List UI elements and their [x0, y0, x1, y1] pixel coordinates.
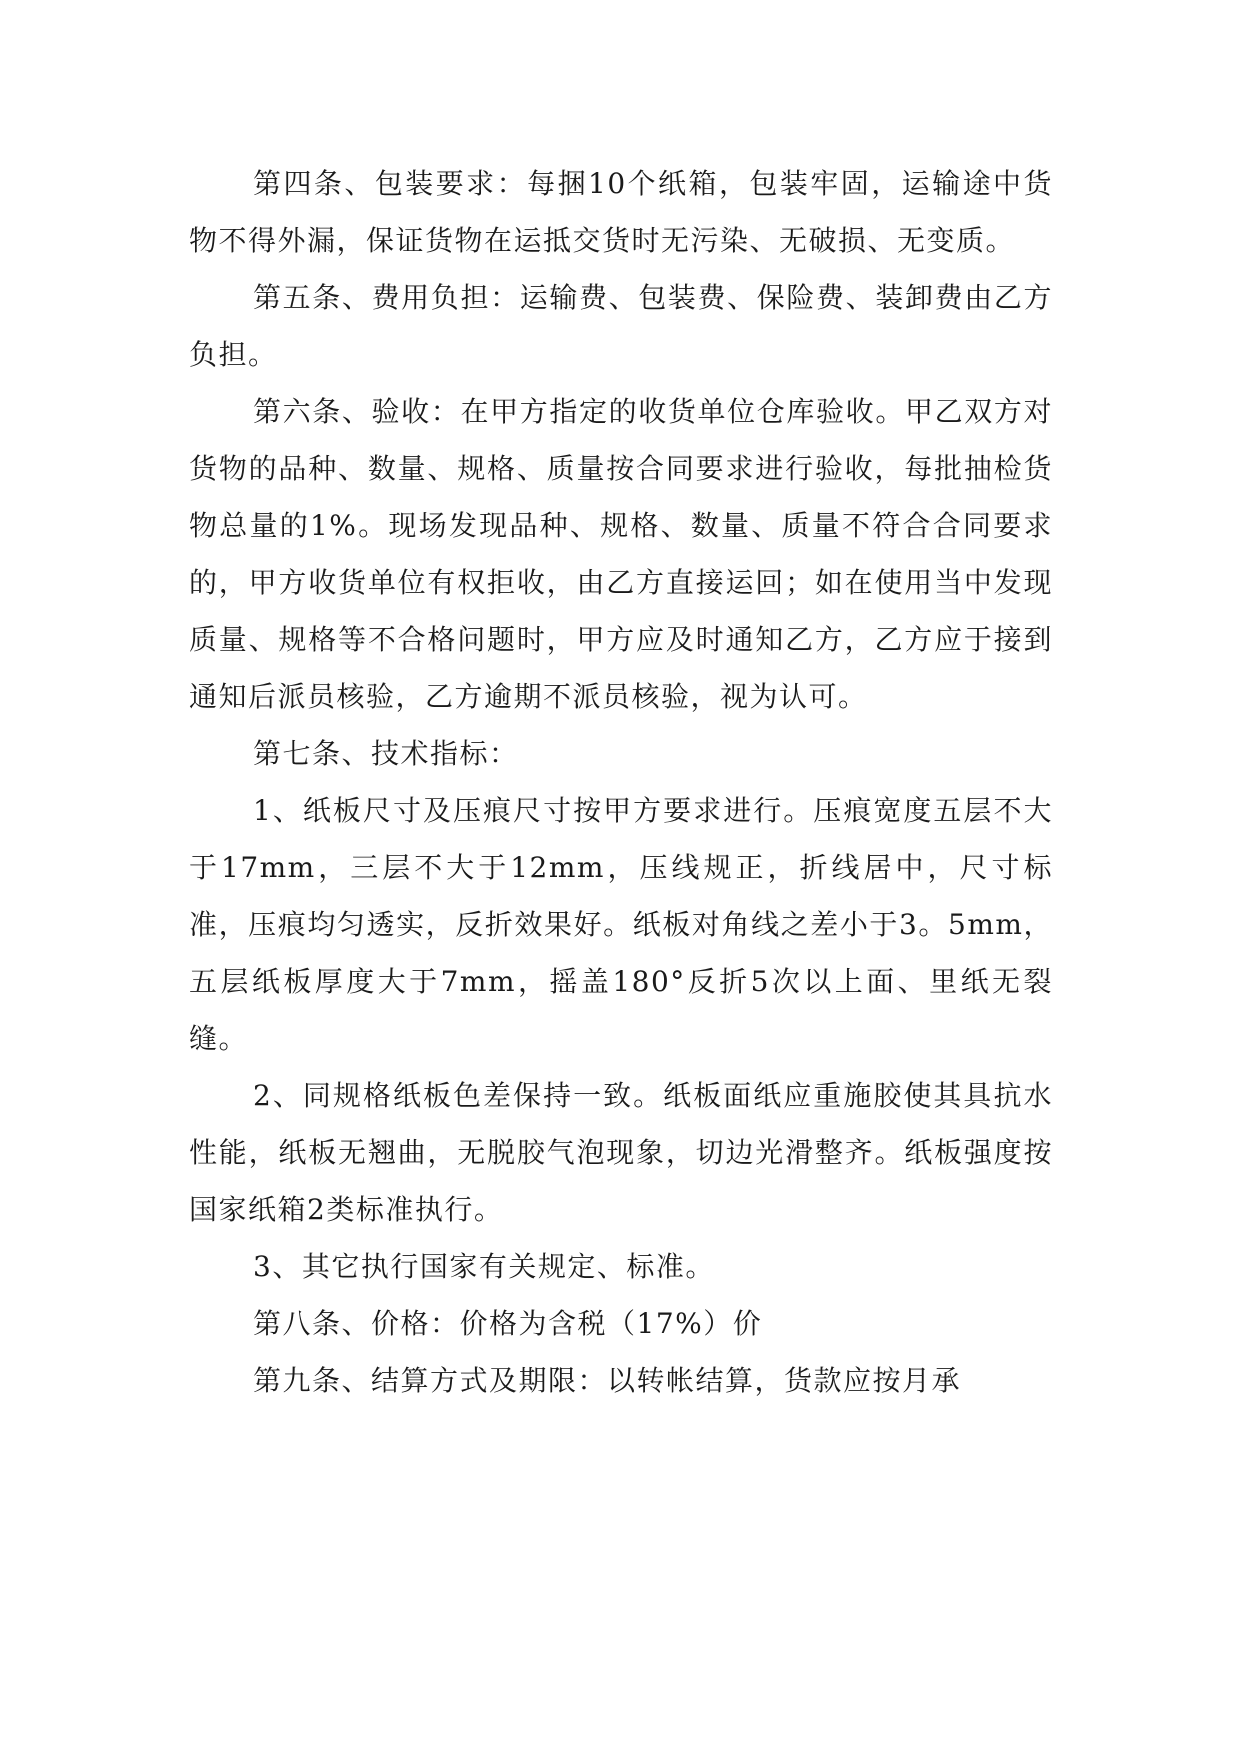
clause-8-price: 第八条、价格：价格为含税（17%）价 — [253, 1307, 763, 1340]
clause-7-item-1: 1、纸板尺寸及压痕尺寸按甲方要求进行。压痕宽度五层不大于17mm，三层不大于12mm，压线规正，折线居中，尺寸标准，压痕均匀透实，反折效果好。纸板对角线之差小于3。5mm，五层纸板厚度大于7mm，摇盖180°反折5次以上面、里纸无裂缝。 — [189, 794, 1053, 1055]
clause-7-item-2: 2、同规格纸板色差保持一致。纸板面纸应重施胶使其具抗水性能，纸板无翘曲，无脱胶气泡现象，切边光滑整齐。纸板强度按国家纸箱2类标准执行。 — [189, 1079, 1053, 1226]
clause-5-costs: 第五条、费用负担：运输费、包装费、保险费、装卸费由乙方负担。 — [189, 281, 1053, 371]
clause-7-technical-heading: 第七条、技术指标： — [253, 737, 519, 770]
clause-6-acceptance: 第六条、验收：在甲方指定的收货单位仓库验收。甲乙双方对货物的品种、数量、规格、质量按合同要求进行验收，每批抽检货物总量的1%。现场发现品种、规格、数量、质量不符合合同要求的，甲方收货单位有权拒收，由乙方直接运回；如在使用当中发现质量、规格等不合格问题时，甲方应及时通知乙方，乙方应于接到通知后派员核验，乙方逾期不派员核验，视为认可。 — [189, 395, 1053, 713]
clause-9-settlement: 第九条、结算方式及期限：以转帐结算，货款应按月承 — [253, 1364, 962, 1397]
clause-4-packaging: 第四条、包装要求：每捆10个纸箱，包装牢固，运输途中货物不得外漏，保证货物在运抵交货时无污染、无破损、无变质。 — [189, 167, 1053, 257]
document-body — [189, 155, 1053, 1409]
clause-7-item-3: 3、其它执行国家有关规定、标准。 — [253, 1250, 715, 1283]
